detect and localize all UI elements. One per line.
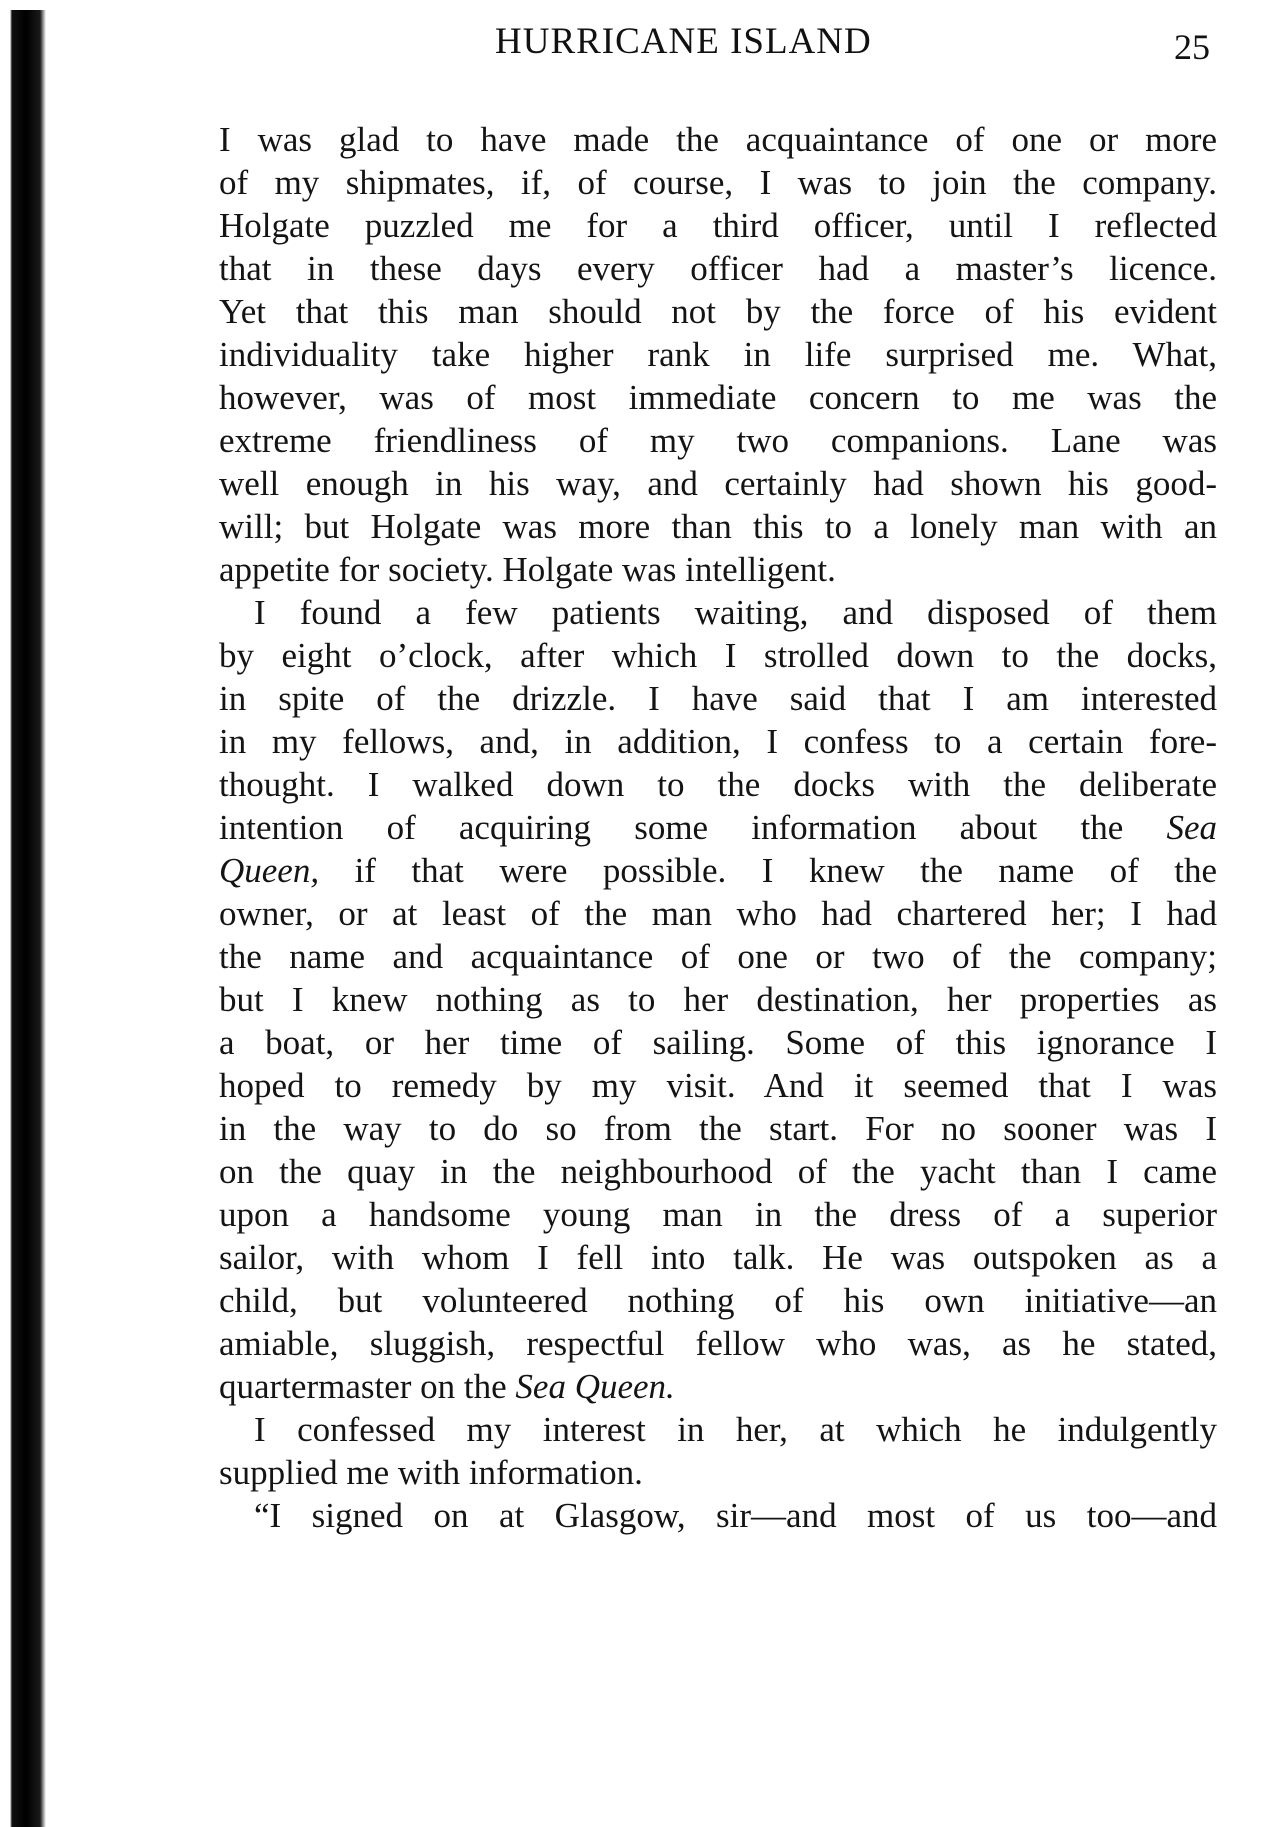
text-line: Holgate puzzled me for a third officer, until I reflected (219, 206, 1217, 245)
text-line: in the way to do so from the start. For no sooner was I (219, 1109, 1217, 1148)
page-binding-shadow (0, 10, 46, 1827)
text-line: by eight o’clock, after which I strolled down to the docks, (219, 636, 1217, 675)
text-line: quartermaster on the Sea Queen. (219, 1367, 675, 1406)
text-line: well enough in his way, and certainly had shown his good- (219, 464, 1217, 503)
text-line: extreme friendliness of my two companions. Lane was (219, 421, 1217, 460)
text-line: owner, or at least of the man who had chartered her; I had (219, 894, 1217, 933)
text-line: that in these days every officer had a master’s licence. (219, 249, 1217, 288)
text-line: appetite for society. Holgate was intelligent. (219, 550, 836, 589)
text-line: in spite of the drizzle. I have said that I am interested (219, 679, 1217, 718)
text-line: thought. I walked down to the docks with the deliberate (219, 765, 1217, 804)
paragraph-first-line: “I signed on at Glasgow, sir—and most of us too—and (254, 1496, 1217, 1535)
text-line: hoped to remedy by my visit. And it seemed that I was (219, 1066, 1217, 1105)
text-line: but I knew nothing as to her destination, her properties as (219, 980, 1217, 1019)
text-line: will; but Holgate was more than this to a lonely man with an (219, 507, 1217, 546)
page-number: 25 (1174, 27, 1210, 67)
italic-ship-name: Sea (1166, 808, 1217, 847)
text-line: in my fellows, and, in addition, I confess to a certain fore- (219, 722, 1217, 761)
text-line: I was glad to have made the acquaintance of one or more (219, 120, 1217, 159)
text-line: on the quay in the neighbourhood of the yacht than I came (219, 1152, 1217, 1191)
italic-ship-name: Sea Queen. (515, 1367, 675, 1406)
paragraph-first-line: I found a few patients waiting, and disposed of them (254, 593, 1217, 632)
text-line: of my shipmates, if, of course, I was to join the company. (219, 163, 1217, 202)
text-line: Queen, if that were possible. I knew the name of the (219, 851, 1217, 890)
text-line: intention of acquiring some information about the Sea (219, 808, 1217, 847)
paragraph-first-line: I confessed my interest in her, at which he indulgently (254, 1410, 1217, 1449)
text-line: upon a handsome young man in the dress of a superior (219, 1195, 1217, 1234)
text-line: child, but volunteered nothing of his own initiative—an (219, 1281, 1217, 1320)
running-title: HURRICANE ISLAND (495, 21, 872, 62)
text-line: the name and acquaintance of one or two of the company; (219, 937, 1217, 976)
italic-ship-name: Queen, (219, 851, 320, 890)
text-line: sailor, with whom I fell into talk. He was outspoken as a (219, 1238, 1217, 1277)
text-line: Yet that this man should not by the force of his evident (219, 292, 1217, 331)
text-line: a boat, or her time of sailing. Some of this ignorance I (219, 1023, 1217, 1062)
text-line: amiable, sluggish, respectful fellow who was, as he stated, (219, 1324, 1217, 1363)
text-line: supplied me with information. (219, 1453, 643, 1492)
text-line: however, was of most immediate concern to me was the (219, 378, 1217, 417)
text-line: individuality take higher rank in life surprised me. What, (219, 335, 1217, 374)
